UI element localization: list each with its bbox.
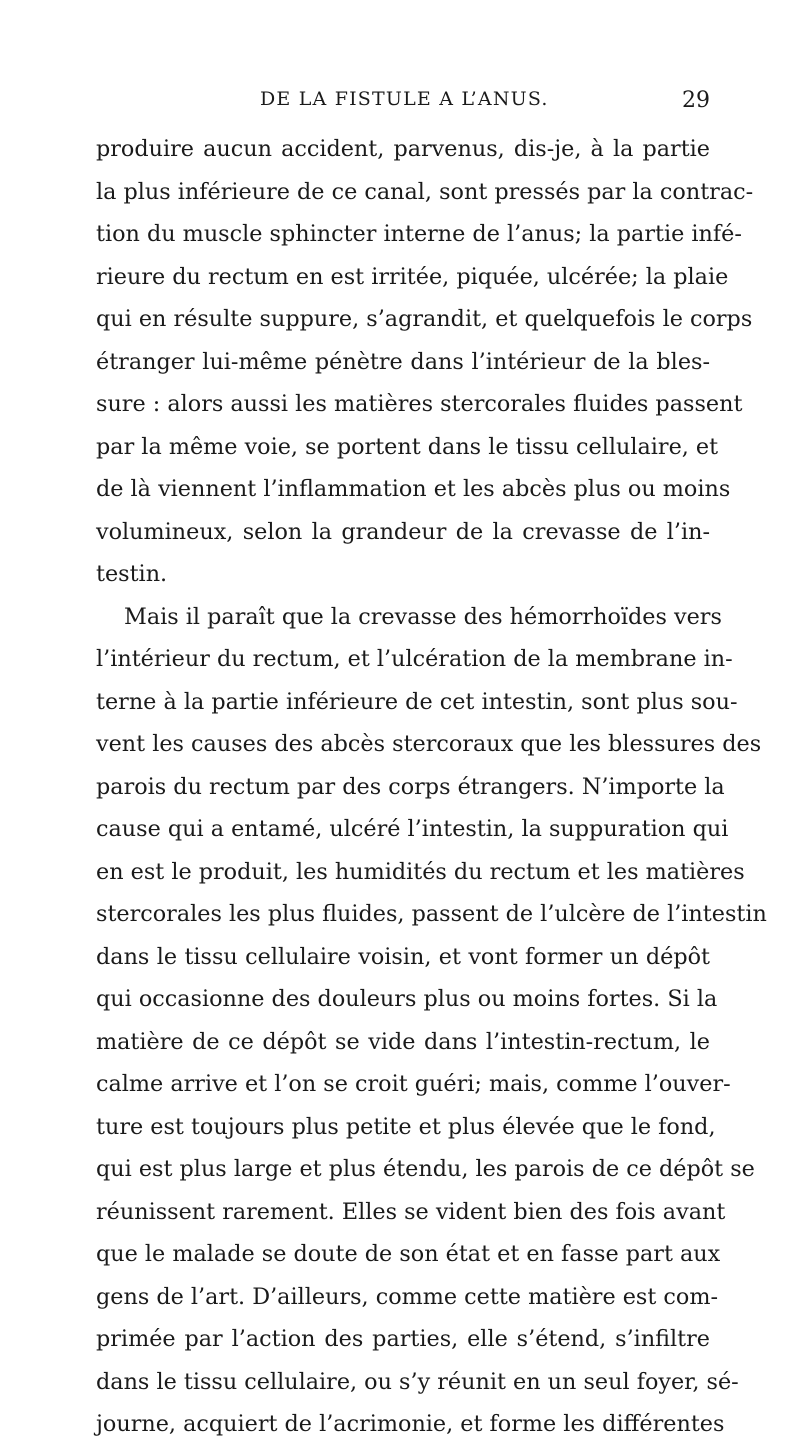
- page-header: [96, 88, 710, 116]
- text-line: Mais il paraît que la crevasse des hémorrhoïdes vers: [124, 603, 722, 630]
- text-line: matière de ce dépôt se vide dans l’intestin-rectum, le: [96, 1028, 710, 1055]
- text-line: stercorales les plus fluides, passent de l’ulcère de l’intestin: [96, 901, 767, 927]
- text-line: sure : alors aussi les matières stercorales fluides passent: [96, 391, 743, 417]
- text-line: calme arrive et l’on se croit guéri; mais, comme l’ouver-: [96, 1071, 731, 1097]
- text-line: en est le produit, les humidités du rectum et les matières: [96, 858, 745, 885]
- text-line: dans le tissu cellulaire voisin, et vont former un dépôt: [96, 943, 710, 970]
- text-line: journe, acquiert de l’acrimonie, et forme les différentes: [96, 1411, 725, 1437]
- text-line: qui occasionne des douleurs plus ou moins fortes. Si la: [96, 986, 718, 1012]
- text-line: testin.: [96, 561, 168, 587]
- text-line: primée par l’action des parties, elle s’étend, s’infiltre: [96, 1326, 710, 1352]
- text-line: tion du muscle sphincter interne de l’anus; la partie infé-: [96, 221, 742, 247]
- page-number: 29: [682, 88, 710, 113]
- text-line: terne à la partie inférieure de cet intestin, sont plus sou-: [96, 688, 738, 715]
- body-text: [96, 128, 767, 1446]
- text-line: rieure du rectum en est irritée, piquée, ulcérée; la plaie: [96, 263, 729, 290]
- text-line: produire aucun accident, parvenus, dis-je, à la partie: [96, 136, 710, 162]
- text-line: de là viennent l’inflammation et les abcès plus ou moins: [96, 476, 731, 502]
- text-line: cause qui a entamé, ulcéré l’intestin, la suppuration qui: [96, 816, 729, 842]
- text-line: volumineux, selon la grandeur de la crevasse de l’in-: [96, 518, 710, 545]
- text-line: la plus inférieure de ce canal, sont pressés par la contrac-: [96, 178, 754, 205]
- text-line: étranger lui-même pénètre dans l’intérieur de la bles-: [96, 348, 710, 375]
- text-line: que le malade se doute de son état et en fasse part aux: [96, 1241, 721, 1267]
- text-line: ture est toujours plus petite et plus élevée que le fond,: [96, 1113, 716, 1140]
- text-line: dans le tissu cellulaire, ou s’y réunit en un seul foyer, sé-: [96, 1368, 739, 1395]
- running-title: DE LA FISTULE A L’ANUS.: [260, 88, 549, 110]
- text-line: qui en résulte suppure, s’agrandit, et quelquefois le corps: [96, 306, 753, 332]
- text-line: parois du rectum par des corps étrangers. N’importe la: [96, 773, 725, 800]
- text-line: vent les causes des abcès stercoraux que les blessures des: [96, 731, 762, 757]
- text-line: l’intérieur du rectum, et l’ulcération de la membrane in-: [96, 646, 733, 672]
- text-line: par la même voie, se portent dans le tissu cellulaire, et: [96, 433, 719, 460]
- text-line: qui est plus large et plus étendu, les parois de ce dépôt se: [96, 1156, 755, 1182]
- text-line: gens de l’art. D’ailleurs, comme cette matière est com-: [96, 1283, 719, 1310]
- text-line: réunissent rarement. Elles se vident bien des fois avant: [96, 1198, 726, 1225]
